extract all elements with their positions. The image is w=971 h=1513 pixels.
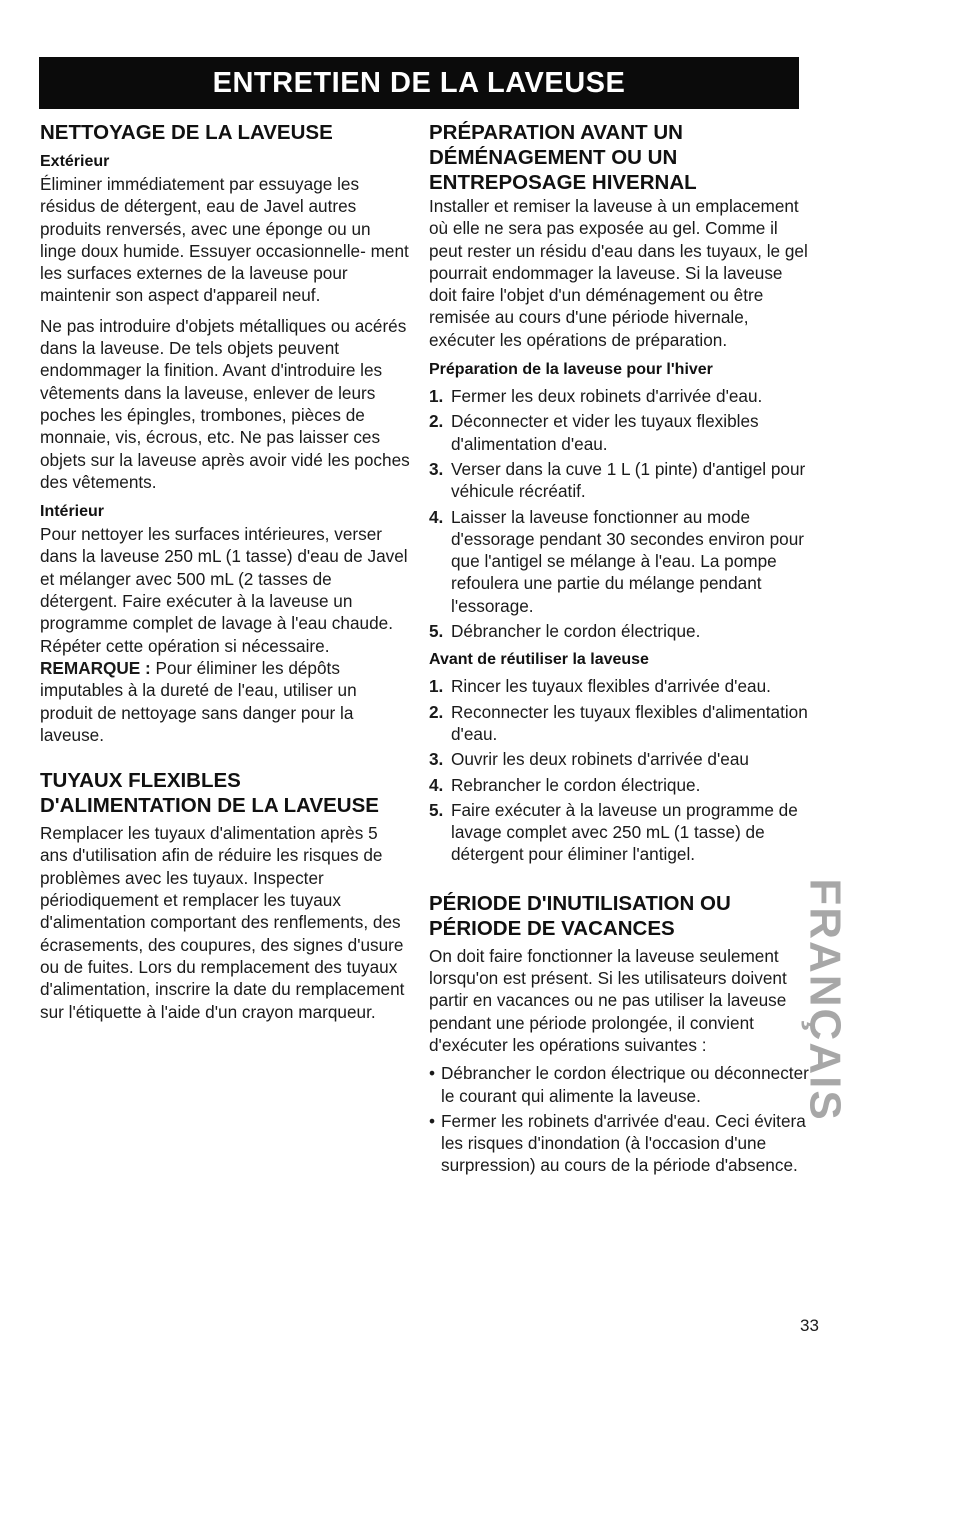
page-number: 33 (800, 1316, 819, 1335)
heading-preparation-line2: DÉMÉNAGEMENT OU UN (429, 146, 678, 169)
list-item: • Fermer les robinets d'arrivée d'eau. Ceci évitera les risques d'inondation (à l'occasion d'une surpression) au cours de la période d'absence. (429, 1110, 806, 1176)
heading-vacances (429, 891, 809, 941)
heading-preparation-line3: ENTREPOSAGE HIVERNAL (429, 171, 697, 194)
right-column (429, 120, 809, 1180)
heading-tuyaux (40, 768, 410, 818)
side-tab-label: FRANÇAIS (801, 878, 851, 1122)
list-item: 5. Faire exécuter à la laveuse un programme de lavage complet avec 250 mL (1 tasse) de détergent pour éliminer l'antigel. (429, 799, 798, 865)
remarque-text: Pour éliminer les dépôts imputables à la dureté de l'eau, utiliser un produit de nettoyage sans danger pour la laveuse. (40, 657, 357, 745)
heading-tuyaux-line1: TUYAUX FLEXIBLES (40, 769, 241, 793)
paragraph-vacances: On doit faire fonctionner la laveuse seulement lorsqu'on est présent. Si les utilisateurs doivent partir en vacances ou ne pas utiliser la laveuse pendant une période prolongée, il convient d'exécuter les opérations suivantes : (429, 945, 787, 1055)
list-item: 2. Reconnecter les tuyaux flexibles d'alimentation d'eau. (429, 701, 808, 744)
subheading-hiver: Préparation de la laveuse pour l'hiver (429, 361, 713, 379)
heading-preparation-line1: PRÉPARATION AVANT UN (429, 121, 683, 144)
list-vacances-bullets (429, 1062, 809, 1176)
paragraph-remarque (40, 657, 410, 746)
paragraph-preparation: Installer et remiser la laveuse à un emplacement où elle ne sera pas exposée au gel. Comme il peut rester un résidu d'eau dans les tuyaux, le gel pourrait endommager la laveuse. Si la laveuse doit faire l'objet d'un déménagement ou être remisée au cours d'une période hivernale, exécuter les opérations de préparation. (429, 196, 808, 350)
banner-title: ENTRETIEN DE LA LAVEUSE (212, 66, 626, 99)
paragraph-interieur-1: Pour nettoyer les surfaces intérieures, verser dans la laveuse 250 mL (1 tasse) d'eau de Javel et mélanger avec 500 mL (2 tasses de détergent. Faire exécuter à la laveuse un programme complet de lavage à l'eau chaude. Répéter cette opération si nécessaire. (40, 524, 408, 656)
heading-preparation (429, 120, 809, 195)
list-item: 1. Rincer les tuyaux flexibles d'arrivée d'eau. (429, 676, 771, 697)
subheading-interieur: Intérieur (40, 503, 105, 521)
language-side-tab (795, 880, 855, 1120)
remarque-label: REMARQUE : (40, 657, 151, 678)
subheading-exterieur: Extérieur (40, 153, 110, 170)
list-reutiliser-steps (429, 675, 809, 865)
list-hiver-steps (429, 385, 809, 642)
paragraph-tuyaux: Remplacer les tuyaux d'alimentation après 5 ans d'utilisation afin de réduire les risques de problèmes avec les tuyaux. Inspecter périodiquement et remplacer les tuyaux d'alimentation comportant des renflements, des écrasements, des coupures, des signes d'usure ou de fuites. Lors du remplacement des tuyaux d'alimentation, inscrire la date du remplacement sur l'étiquette à l'aide d'un crayon marqueur. (40, 823, 405, 1022)
heading-tuyaux-line2: D'ALIMENTATION DE LA LAVEUSE (40, 794, 379, 818)
paragraph-exterieur-1: Éliminer immédiatement par essuyage les résidus de détergent, eau de Javel autres produits renversés, avec une éponge ou un linge doux humide. Essuyer occasionnelle- ment les surfaces externes de la laveuse pour maintenir son aspect d'appareil neuf. (40, 174, 409, 306)
heading-vacances-line2: PÉRIODE DE VACANCES (429, 916, 675, 940)
list-item: 4. Rebrancher le cordon électrique. (429, 774, 701, 795)
subheading-reutiliser: Avant de réutiliser la laveuse (429, 651, 649, 669)
list-item: 2. Déconnecter et vider les tuyaux flexibles d'alimentation d'eau. (429, 411, 759, 454)
list-item: 5. Débrancher le cordon électrique. (429, 621, 701, 642)
list-item: • Débrancher le cordon électrique ou déconnecter le courant qui alimente la laveuse. (429, 1063, 809, 1106)
list-item: 1. Fermer les deux robinets d'arrivée d'eau. (429, 386, 763, 407)
list-item: 4. Laisser la laveuse fonctionner au mode d'essorage pendant 30 secondes environ pour que l'antigel se mélange à l'eau. La pompe refoulera une partie du mélange pendant l'essorage. (429, 506, 805, 616)
heading-nettoyage: NETTOYAGE DE LA LAVEUSE (40, 121, 333, 144)
list-item: 3. Ouvrir les deux robinets d'arrivée d'eau (429, 749, 749, 770)
paragraph-exterieur-2: Ne pas introduire d'objets métalliques ou acérés dans la laveuse. De tels objets peuvent endommager la finition. Avant d'introduire les vêtements dans la laveuse, enlever de leurs poches les épingles, trombones, pièces de monnaie, vis, écrous, etc. Ne pas laisser ces objets sur la laveuse après avoir vidé les poches des vêtements. (40, 315, 410, 492)
left-column (40, 120, 410, 1023)
heading-vacances-line1: PÉRIODE D'INUTILISATION OU (429, 891, 731, 915)
section-banner (39, 57, 799, 109)
list-item: 3. Verser dans la cuve 1 L (1 pinte) d'antigel pour véhicule récréatif. (429, 458, 806, 502)
